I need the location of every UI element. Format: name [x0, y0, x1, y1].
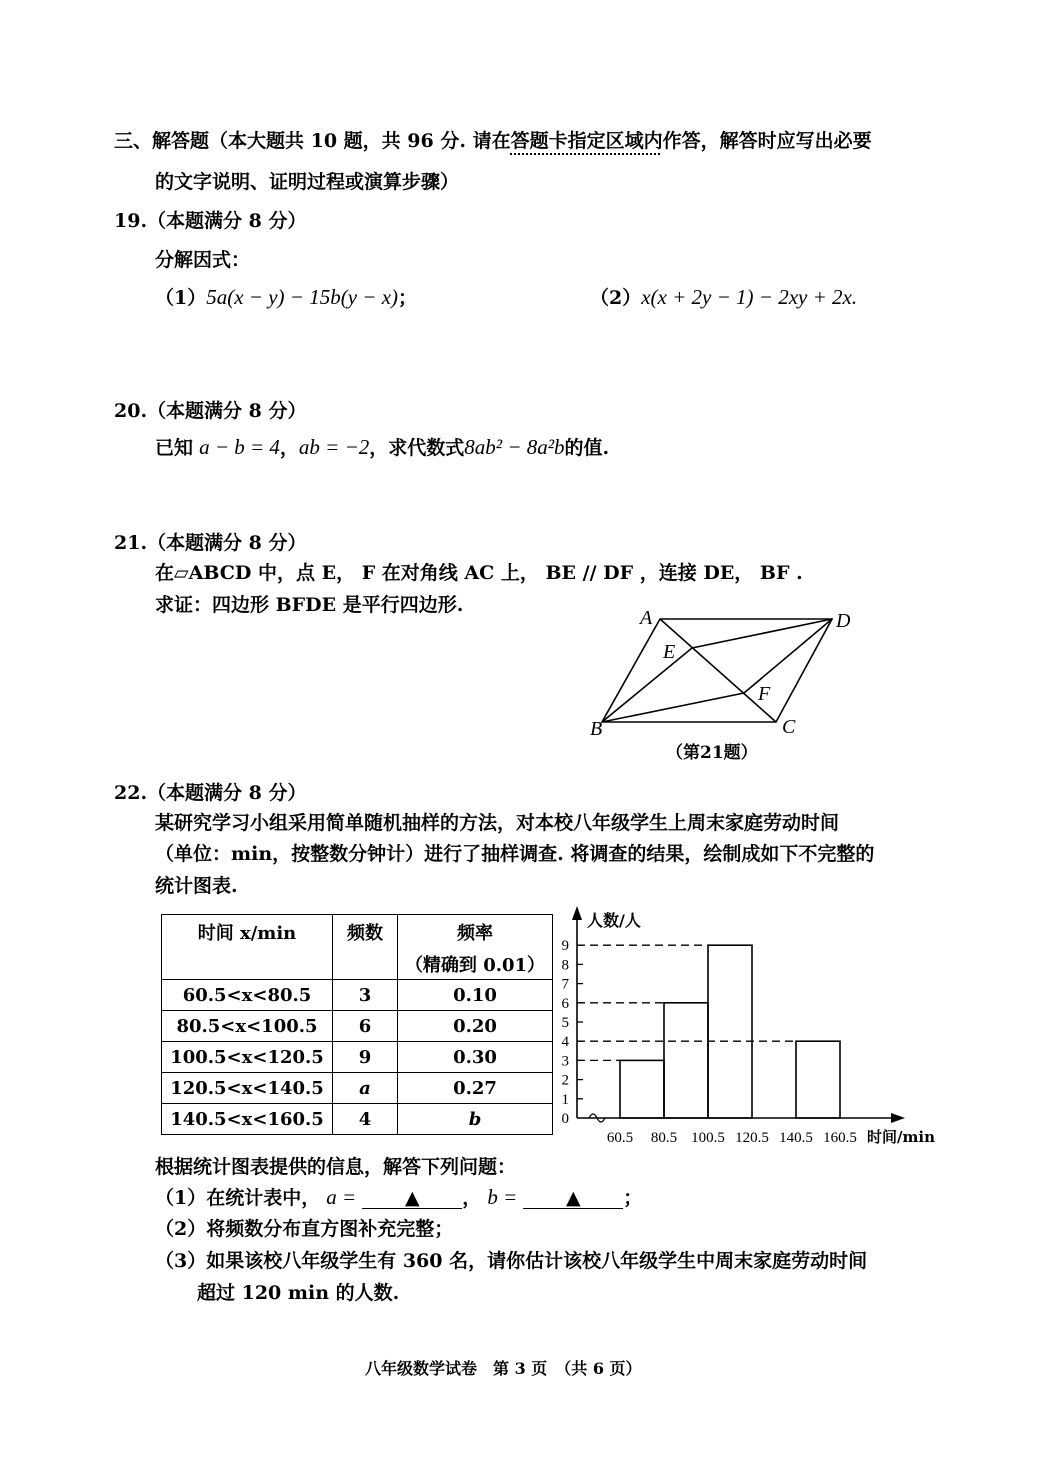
q22-sub1-sep: ，: [462, 1187, 482, 1209]
frequency-histogram: [555, 900, 945, 1150]
histogram-bar: [708, 945, 752, 1118]
table-cell-interval: 80.5<x<100.5: [162, 1011, 333, 1042]
table-cell-count: 4: [333, 1104, 398, 1135]
y-tick-label: 6: [561, 995, 569, 1012]
table-cell-rate: 0.27: [398, 1073, 553, 1104]
q21-number: 21.（本题满分 8 分）: [114, 532, 307, 554]
table-header-count: 频数: [333, 915, 398, 980]
segment-be: [602, 648, 692, 722]
table-cell-count: 9: [333, 1042, 398, 1073]
y-tick-label: 5: [561, 1015, 569, 1031]
q19-part2-label: （2）: [590, 287, 642, 309]
histogram-bar: [796, 1041, 840, 1118]
table-row: [162, 980, 553, 1011]
label-d: D: [836, 610, 851, 632]
table-cell-interval: 100.5<x<120.5: [162, 1042, 333, 1073]
section-header-line2: 的文字说明、证明过程或演算步骤）: [155, 171, 460, 193]
section-header-emphasis: 答题卡指定区域内: [510, 130, 663, 152]
table-cell-rate: 0.30: [398, 1042, 553, 1073]
label-b: B: [590, 718, 603, 740]
x-tick-label: 80.5: [650, 1130, 678, 1146]
q22-number: 22.（本题满分 8 分）: [114, 782, 307, 804]
q19-part2-end: .: [851, 285, 858, 309]
q20-text-a: 已知: [155, 437, 194, 459]
label-e: E: [663, 641, 676, 663]
table-cell-rate: 0.10: [398, 980, 553, 1011]
q20-text: [155, 433, 609, 460]
q19-part2: [590, 283, 857, 310]
label-a: A: [640, 607, 653, 629]
table-row: [162, 1042, 553, 1073]
x-axis-title: 时间/min: [867, 1128, 935, 1146]
q22-sub1-a: a =: [326, 1185, 357, 1209]
y-tick-label: 3: [561, 1053, 569, 1070]
y-tick-label: 0: [561, 1111, 569, 1127]
q21-line2: 求证：四边形 BFDE 是平行四边形.: [155, 594, 464, 616]
q20-sep: ，: [279, 437, 299, 459]
table-row: [162, 1073, 553, 1104]
q20-expr: 8ab² − 8a²b: [464, 435, 565, 459]
x-tick-label: 100.5: [691, 1130, 725, 1146]
table-header-rate-title: 频率: [457, 923, 493, 944]
y-axis-title: 人数/人: [587, 911, 641, 930]
table-row: [162, 1011, 553, 1042]
y-tick-label: 4: [561, 1034, 569, 1051]
label-c: C: [782, 716, 796, 738]
q19-part1-label: （1）: [155, 287, 207, 309]
q22-intro1: 某研究学习小组采用简单随机抽样的方法，对本校八年级学生上周末家庭劳动时间: [155, 812, 840, 834]
q20-text-b: ，求代数式: [369, 437, 465, 459]
q22-sub3-line1: （3）如果该校八年级学生有 360 名，请你估计该校八年级学生中周末家庭劳动时间: [155, 1250, 868, 1272]
q22-intro3: 统计图表.: [155, 875, 238, 897]
answer-blank-b: ▲: [523, 1188, 623, 1209]
segment-df: [744, 619, 832, 693]
x-tick-label: 160.5: [823, 1130, 857, 1146]
x-tick-label: 60.5: [606, 1130, 634, 1146]
q20-cond2: ab = −2: [298, 435, 370, 459]
x-tick-label: 120.5: [735, 1130, 769, 1146]
y-tick-label: 8: [561, 957, 569, 974]
table-cell-interval: 120.5<x<140.5: [162, 1073, 333, 1104]
segment-bf: [602, 693, 744, 722]
q22-sub1-end: ；: [623, 1187, 643, 1209]
table-cell-interval: 60.5<x<80.5: [162, 980, 333, 1011]
table-cell-rate: 0.20: [398, 1011, 553, 1042]
q20-cond1: a − b = 4: [199, 435, 280, 459]
table-cell-count: 3: [333, 980, 398, 1011]
y-tick-label: 7: [561, 976, 569, 993]
y-tick-label: 9: [561, 938, 569, 955]
q19-part1-end: ；: [398, 287, 418, 309]
section-header-text-b: 作答，解答时应写出必要: [662, 130, 872, 152]
frequency-table-wrapper: [161, 914, 553, 1135]
q22-sub2: （2）将频数分布直方图补充完整；: [155, 1218, 454, 1240]
table-header-rate: [398, 915, 553, 980]
q20-number: 20.（本题满分 8 分）: [114, 400, 307, 422]
q22-sub1-b: b =: [487, 1185, 518, 1209]
table-header-row: [162, 915, 553, 980]
q21-line1: 在▱ABCD 中，点 E， F 在对角线 AC 上， BE // DF ，连接 DE， BF .: [155, 562, 803, 584]
segment-de: [692, 619, 832, 648]
table-cell-rate: b: [398, 1104, 553, 1135]
q21-figure: [580, 600, 860, 770]
label-f: F: [758, 683, 771, 705]
q22-sub1: [155, 1183, 642, 1210]
table-cell-count: a: [333, 1073, 398, 1104]
q22-followup: 根据统计图表提供的信息，解答下列问题：: [155, 1156, 517, 1178]
x-tick-label: 140.5: [779, 1130, 813, 1146]
table-cell-count: 6: [333, 1011, 398, 1042]
q20-text-c: 的值.: [564, 437, 610, 459]
table-header-time: 时间 x/min: [162, 915, 333, 980]
q19-part1: [155, 283, 417, 310]
q21-caption: （第21题）: [666, 743, 758, 763]
q19-number: 19.（本题满分 8 分）: [114, 210, 307, 232]
section-header-line1: [114, 126, 872, 153]
q22-intro2: （单位：min，按整数分钟计）进行了抽样调查. 将调查的结果，绘制成如下不完整的: [155, 843, 875, 865]
q19-prompt: 分解因式：: [155, 249, 251, 271]
table-row: [162, 1104, 553, 1135]
y-tick-label: 2: [561, 1072, 569, 1089]
y-axis-arrow: [572, 906, 582, 920]
q19-part1-expr: 5a(x − y) − 15b(y − x): [206, 285, 399, 309]
q22-sub1-label: （1）在统计表中，: [155, 1187, 321, 1209]
q22-sub3-line2: 超过 120 min 的人数.: [197, 1282, 400, 1304]
section-header-text-a: 三、解答题（本大题共 10 题，共 96 分. 请在: [114, 130, 511, 152]
q19-part2-expr: x(x + 2y − 1) − 2xy + 2x: [641, 285, 852, 309]
histogram-bar: [620, 1060, 664, 1118]
histogram-bar: [664, 1003, 708, 1118]
table-cell-interval: 140.5<x<160.5: [162, 1104, 333, 1135]
table-header-rate-note: （精确到 0.01）: [404, 955, 546, 976]
frequency-table: [161, 914, 553, 1135]
x-axis-arrow: [891, 1113, 905, 1123]
page-footer: 八年级数学试卷 第 3 页 （共 6 页）: [365, 1359, 642, 1378]
y-tick-label: 1: [561, 1091, 569, 1108]
answer-blank-a: ▲: [362, 1188, 462, 1209]
